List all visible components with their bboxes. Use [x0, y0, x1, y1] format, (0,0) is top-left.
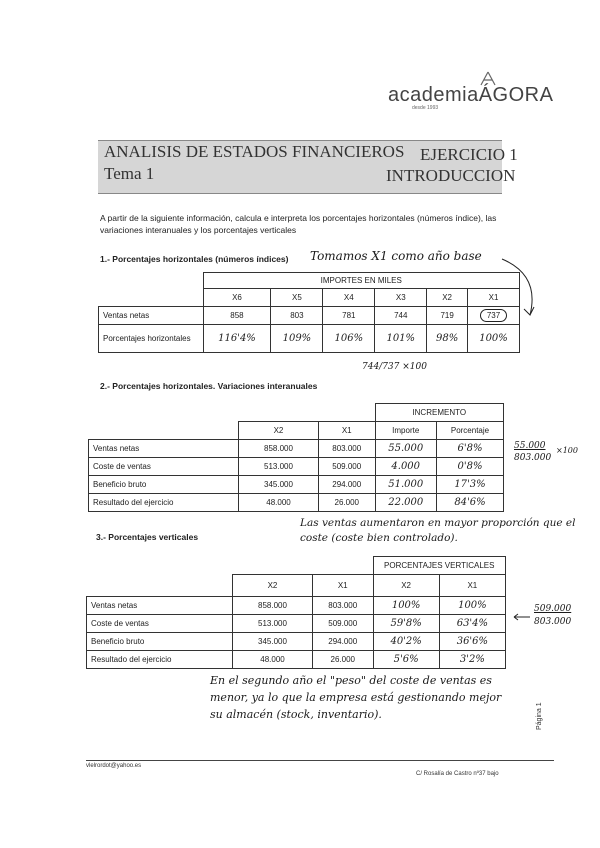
table-row: Coste de ventas 513.000 509.000 4.000 0'8% [89, 458, 504, 476]
section3-calc-num: 509.000 [534, 604, 572, 614]
page-title: ANALISIS DE ESTADOS FINANCIEROS [104, 142, 405, 161]
arrow-left-icon [512, 612, 532, 622]
section3-calc-den: 803.000 [534, 617, 572, 627]
footer-divider [86, 760, 554, 761]
year-header: X4 [323, 289, 375, 307]
table-year-variations: INCREMENTO X2 X1 Importe Porcentaje Ventas netas 858.000 803.000 55.000 6'8% Coste de ventas 513.000 509.000 4.000 0'8% Beneficio bruto 345.000 294.000 51.000 17'3% Resultado del ejercicio 48.000 26.000 22.000 84'6% [88, 403, 504, 512]
section1-title: 1.- Porcentajes horizontales (números índices) [100, 254, 289, 264]
exercise-label: EJERCICIO 1 [420, 145, 518, 164]
section2-calc-den: 803.000 [514, 453, 552, 463]
year-header: X6 [203, 289, 271, 307]
table-vertical-percentages: PORCENTAJES VERTICALES X2 X1 X2 X1 Ventas netas 858.000 803.000 100% 100% Coste de ventas 513.000 509.000 59'8% 63'4% Beneficio bruto 345.000 294.000 40'2% 36'6% Resultado del ejercicio 48.000 26.000 5'6% 3'2% [86, 556, 506, 669]
year-header: X1 [468, 289, 520, 307]
table-row: Ventas netas 858 803 781 744 719 737 [99, 307, 520, 325]
table-row: Ventas netas 858.000 803.000 55.000 6'8% [89, 440, 504, 458]
table-row: Resultado del ejercicio 48.000 26.000 22.000 84'6% [89, 494, 504, 512]
section2-title: 2.- Porcentajes horizontales. Variaciones interanuales [100, 381, 318, 391]
section2-handnote: Las ventas aumentaron en mayor proporción que el coste (coste bien controlado). [300, 517, 576, 544]
year-header: X3 [375, 289, 427, 307]
intro-paragraph: A partir de la siguiente información, calcula e interpreta los porcentajes horizontales (números índice), las variaciones interanuales y los porcentajes verticales [100, 213, 497, 235]
table3-group-header: PORCENTAJES VERTICALES [373, 557, 506, 575]
table-row: Ventas netas 858.000 803.000 100% 100% [87, 597, 506, 615]
table2-group-header: INCREMENTO [375, 404, 504, 422]
footer-address: C/ Rosalía de Castro nº37 bajo [416, 771, 499, 777]
logo-subtitle: desde 1993 [412, 105, 439, 111]
tema-label: Tema 1 [104, 164, 155, 183]
table-row: Beneficio bruto 345.000 294.000 40'2% 36'6% [87, 633, 506, 651]
section3-handnote: En el segundo año el "peso" del coste de ventas es menor, ya lo que la empresa está gestionando mejor su almacén (stock, inventario). [210, 674, 502, 721]
table-row: Beneficio bruto 345.000 294.000 51.000 17'3% [89, 476, 504, 494]
logo: academiaÁGORA [388, 84, 554, 106]
year-header: X2 [427, 289, 468, 307]
section1-handnote: Tomamos X1 como año base [310, 249, 482, 263]
page-number: Página 1 [536, 702, 543, 730]
table1-group-header: IMPORTES EN MILES [203, 273, 520, 289]
year-header: X5 [271, 289, 323, 307]
table-row: Resultado del ejercicio 48.000 26.000 5'6% 3'2% [87, 651, 506, 669]
intro-label: INTRODUCCION [386, 166, 516, 185]
section3-title: 3.- Porcentajes verticales [96, 532, 199, 542]
section1-side-calc: 744/737 ×100 [362, 362, 427, 372]
table-row: Porcentajes horizontales 116'4% 109% 106% 101% 98% 100% [99, 325, 520, 353]
footer-email: vlelrordot@yahoo.es [86, 763, 142, 769]
table-horizontal-percentages [98, 272, 520, 353]
table-row: Coste de ventas 513.000 509.000 59'8% 63'4% [87, 615, 506, 633]
base-year-value: 737 [468, 307, 520, 325]
section2-calc-num: 55.000 [514, 441, 546, 451]
section2-calc-mult: ×100 [556, 446, 578, 455]
